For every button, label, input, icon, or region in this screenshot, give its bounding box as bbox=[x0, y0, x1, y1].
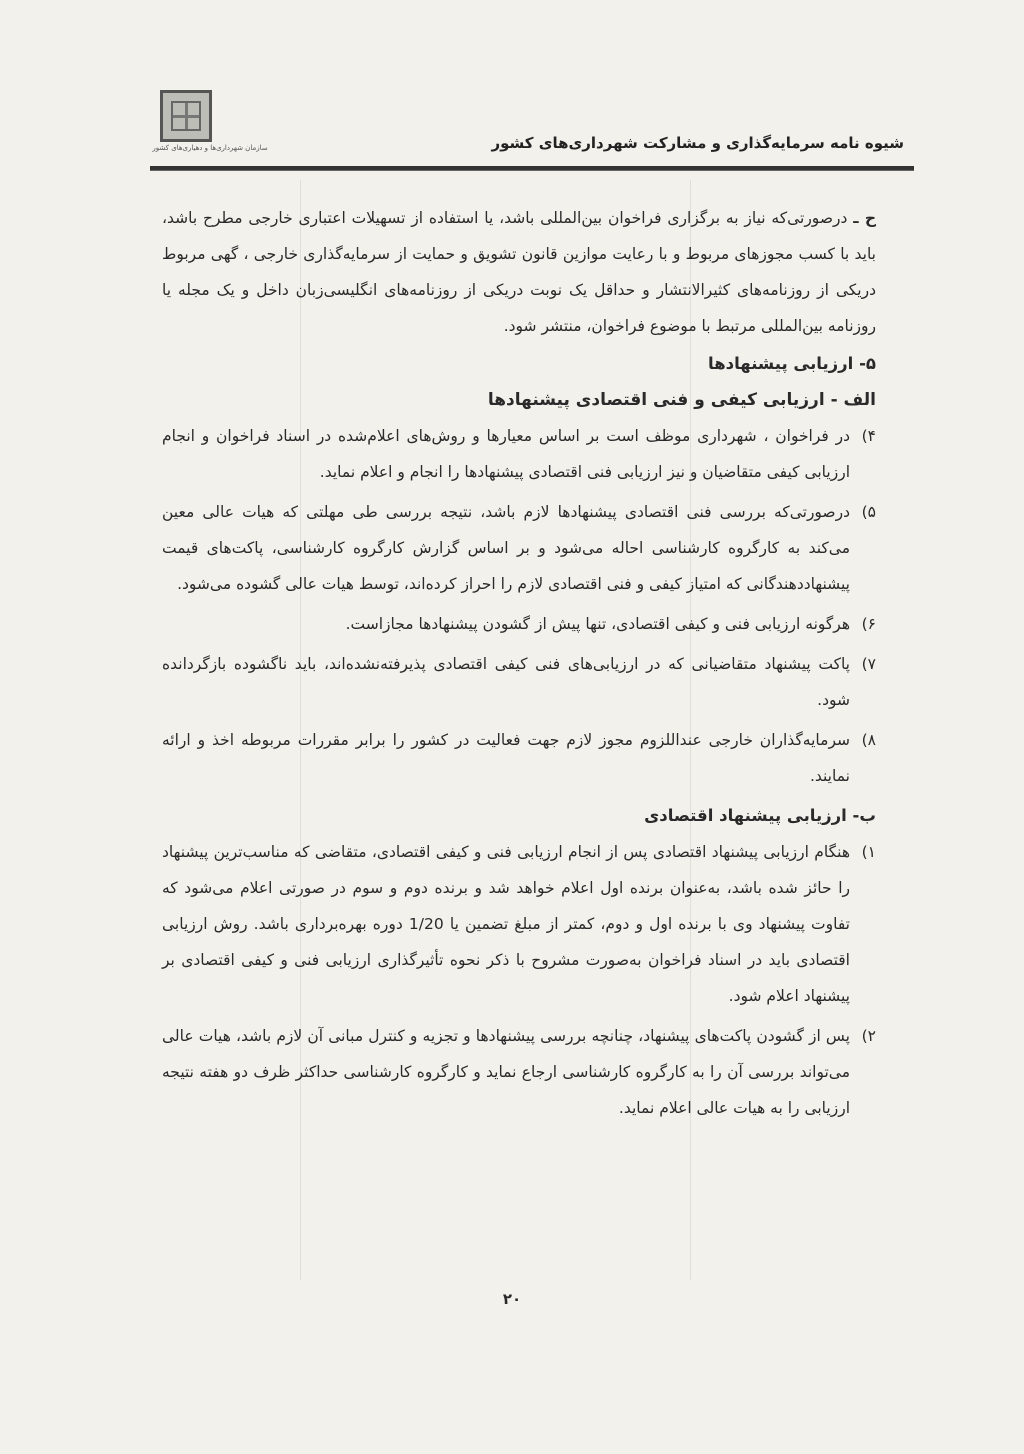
page-header bbox=[150, 86, 914, 176]
item-number: ۶) bbox=[861, 615, 876, 633]
subsection-heading-a: الف - ارزیابی کیفی و فنی اقتصادی پیشنهادها bbox=[487, 390, 876, 410]
logo-caption: سازمان شهرداری‌ها و دهیاری‌های کشور bbox=[152, 144, 268, 152]
document-body bbox=[162, 200, 876, 1130]
list-item bbox=[162, 834, 876, 1014]
list-item bbox=[162, 646, 876, 718]
item-text: هنگام ارزیابی پیشنهاد اقتصادی پس از انجام ارزیابی فنی و کیفی اقتصادی، متقاضی که مناسب‌ترین پیشنهاد را حائز شده باشد، به‌عنوان برنده اول اعلام خواهد شد و برنده دوم و سوم در صورتی اعلام می‌شود که تفاوت پیشنهاد وی با برنده اول و دوم، کمتر از مبلغ تضمین یا 1/20 دوره بهره‌برداری باشد. روش ارزیابی اقتصادی باید در اسناد فراخوان به‌صورت مشروح با ذکر نحوه تأثیرگذاری ارزیابی فنی و کیفی اقتصادی بر پیشنهاد اعلام شود. bbox=[162, 843, 850, 1005]
header-title: شیوه نامه سرمایه‌گذاری و مشارکت شهرداری‌های کشور bbox=[491, 134, 904, 152]
page-number: ۲۰ bbox=[502, 1290, 522, 1308]
item-text: هرگونه ارزیابی فنی و کیفی اقتصادی، تنها پیش از گشودن پیشنهادها مجازاست. bbox=[345, 615, 850, 633]
item-number: ۱) bbox=[861, 843, 876, 861]
emblem-icon bbox=[160, 90, 212, 142]
intro-paragraph bbox=[162, 200, 876, 344]
item-text: در فراخوان ، شهرداری موظف است بر اساس معیارها و روش‌های اعلام‌شده در اسناد فراخوان و انجام ارزیابی کیفی متقاضیان و نیز ارزیابی فنی اقتصادی پیشنهادها را انجام و اعلام نماید. bbox=[162, 427, 850, 481]
section-heading-5: ۵- ارزیابی پیشنهادها bbox=[708, 354, 876, 373]
item-text: سرمایه‌گذاران خارجی عنداللزوم مجوز لازم جهت فعالیت در کشور را برابر مقررات مربوطه اخذ و ارائه نمایند. bbox=[162, 731, 850, 785]
list-item bbox=[162, 606, 876, 642]
list-item bbox=[162, 722, 876, 794]
item-number: ۸) bbox=[861, 731, 876, 749]
paragraph-lead: ح ـ bbox=[853, 209, 876, 227]
item-number: ۷) bbox=[861, 655, 876, 673]
list-item bbox=[162, 494, 876, 602]
list-item bbox=[162, 1018, 876, 1126]
paragraph-text: درصورتی‌که نیاز به برگزاری فراخوان بین‌المللی باشد، یا استفاده از تسهیلات اعتباری خارجی مطرح باشد، باید با کسب مجوزهای مربوط و با رعایت موازین قانون تشویق و حمایت از سرمایه‌گذاری خارجی ، گهی مربوط دریکی از روزنامه‌های کثیرالانتشار و حداقل یک نوبت دریکی از روزنامه‌های انگلیسی‌زبان داخل و یک مجله یا روزنامه بین‌المللی مرتبط با موضوع فراخوان، منتشر شود. bbox=[162, 209, 876, 335]
item-text: پس از گشودن پاکت‌های پیشنهاد، چنانچه بررسی پیشنهادها و تجزیه و کنترل مبانی آن لازم باشد، هیات عالی می‌تواند بررسی آن را به کارگروه کارشناسی ارجاع نماید و کارگروه کارشناسی حداکثر ظرف دو هفته نتیجه ارزیابی را به هیات عالی اعلام نماید. bbox=[162, 1027, 850, 1117]
header-divider bbox=[150, 166, 914, 171]
list-item bbox=[162, 418, 876, 490]
item-number: ۲) bbox=[861, 1027, 876, 1045]
item-text: پاکت پیشنهاد متقاضیانی که در ارزیابی‌های فنی کیفی اقتصادی پذیرفته‌نشده‌اند، باید ناگشوده بازگردانده شود. bbox=[162, 655, 850, 709]
item-text: درصورتی‌که بررسی فنی اقتصادی پیشنهادها لازم باشد، نتیجه بررسی طی مهلتی که هیات عالی معین می‌کند به کارگروه کارشناسی احاله می‌شود و بر اساس گزارش کارگروه کارشناسی، پاکت‌های قیمت پیشنهاددهندگانی که امتیاز کیفی و فنی اقتصادی لازم را احراز کرده‌اند، توسط هیات عالی گشوده می‌شود. bbox=[162, 503, 850, 593]
subsection-heading-b: ب- ارزیابی پیشنهاد اقتصادی bbox=[644, 806, 876, 825]
item-number: ۴) bbox=[861, 427, 876, 445]
item-number: ۵) bbox=[861, 503, 876, 521]
